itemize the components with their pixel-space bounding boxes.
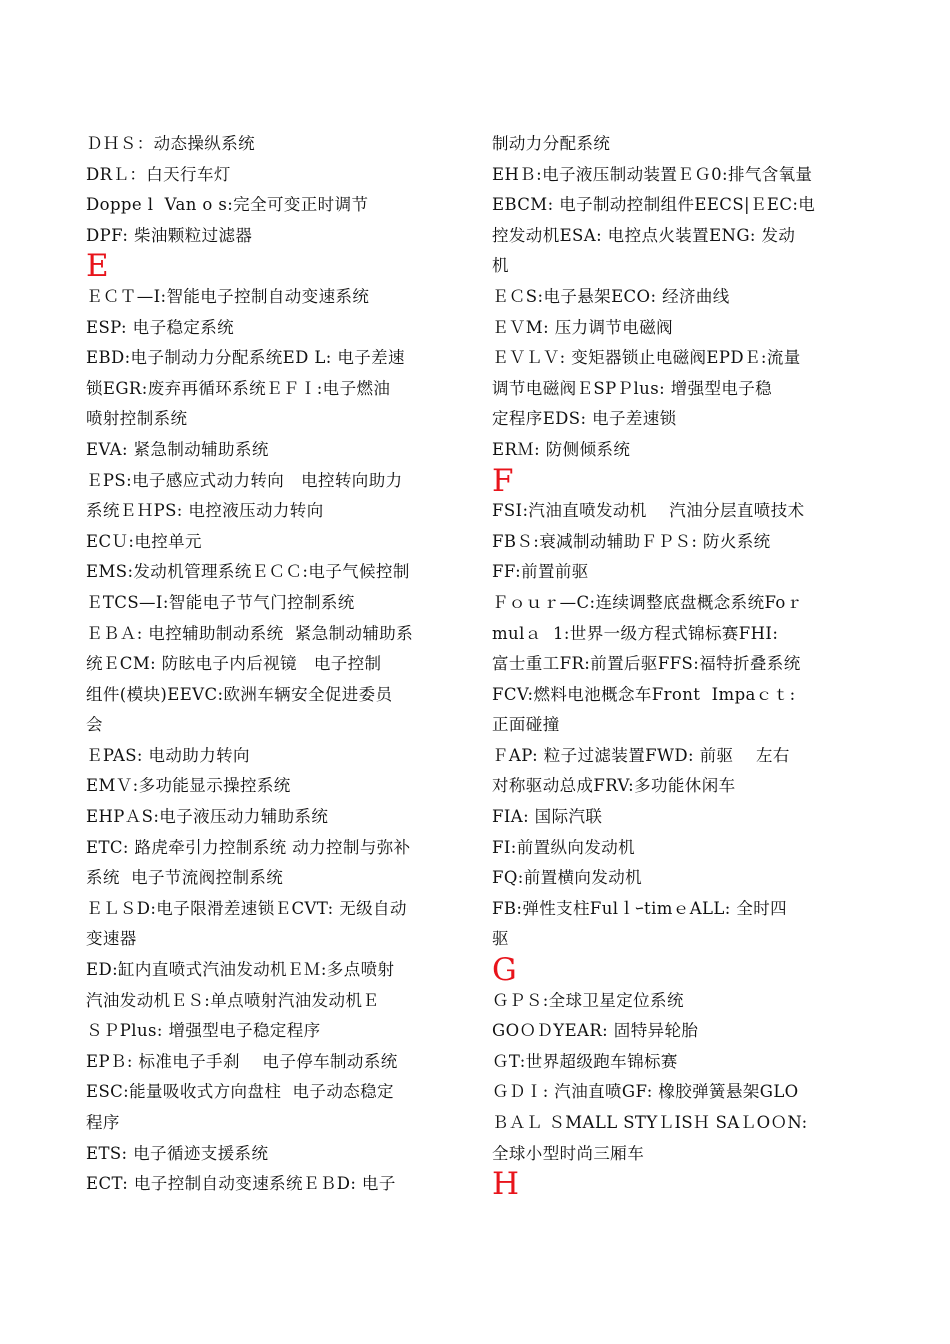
glossary-line: 驱 [492,929,509,949]
glossary-line: ＥＶM: 压力调节电磁阀 [492,317,673,337]
glossary-line: EVA: 紧急制动辅助系统 [86,439,269,459]
glossary-line: 程序 [86,1113,120,1132]
glossary-line: EMS:发动机管理系统ＥＣＣ:电子气候控制 [86,562,410,582]
glossary-line: 定程序EDS: 电子差速锁 [492,409,677,429]
glossary-line: ＧT:世界超级跑车锦标赛 [492,1051,678,1071]
glossary-line: ＧＤＩ: 汽油直喷GF: 橡胶弹簧悬架GLO [492,1082,799,1102]
glossary-line: FB:弹性支柱FulｌｰtimｅALL: 全时四 [492,898,788,918]
glossary-line: FQ:前置横向发动机 [492,868,643,888]
glossary-line: EHＢ:电子液压制动装置ＥＧ0:排气含氧量 [492,164,813,184]
glossary-line: ＥPAS: 电动助力转向 [86,745,250,765]
glossary-line: 喷射控制系统 [86,409,188,429]
glossary-line: ERＭ: 防侧倾系统 [492,439,631,459]
glossary-line: ECT: 电子控制自动变速系统ＥＢD: 电子 [86,1174,396,1194]
glossary-line: Doppe l Van o s:完全可变正时调节 [86,195,369,215]
glossary-line: 会 [86,715,103,735]
glossary-line: ECＵ:电控单元 [86,531,202,551]
glossary-line: DPF: 柴油颗粒过滤器 [86,225,253,245]
glossary-line: FIA: 国际汽联 [492,807,603,827]
glossary-line: DRＬ：白天行车灯 [86,164,231,184]
glossary-line: ＤＨＳ：动态操纵系统 [86,134,255,153]
glossary-line: ED:缸内直喷式汽油发动机ＥＭ:多点喷射 [86,960,395,980]
glossary-line: FI:前置纵向发动机 [492,837,636,857]
glossary-line: FCV:燃料电池概念车Front Impaｃｔ: [492,684,796,704]
glossary-line: 正面碰撞 [492,715,560,735]
glossary-line: EBCM: 电子制动控制组件EECS|ＥEC:电 [492,195,816,215]
glossary-line: 控发动机ESA: 电控点火装置ENG: 发动 [492,225,796,245]
glossary-line: 机 [492,256,509,276]
glossary-line: ＥＬＳD:电子限滑差速锁ＥCVT: 无级自动 [86,898,407,918]
glossary-line: 制动力分配系统 [492,134,611,153]
glossary-line: mulａ 1:世界一级方程式锦标赛FHI: [492,623,779,643]
glossary-line: ＦAP: 粒子过滤装置FWD: 前驱 左右 [492,745,790,765]
glossary-line: ＧＰＳ:全球卫星定位系统 [492,990,684,1010]
glossary-line: ETS: 电子循迹支援系统 [86,1143,269,1163]
glossary-line: 富士重工FR:前置后驱FFS:福特折叠系统 [492,654,801,674]
glossary-line: EMＶ:多功能显示操控系统 [86,776,291,796]
right-column [492,129,868,1203]
glossary-line: ＥＣＴ—I:智能电子控制自动变速系统 [86,286,370,306]
section-heading-f: F [492,462,514,499]
glossary-line: ETC: 路虎牵引力控制系统 动力控制与弥补 [86,837,411,857]
glossary-line: FBＳ:衰减制动辅助ＦＰＳ: 防火系统 [492,531,771,551]
glossary-line: ＥＣS:电子悬架ECO: 经济曲线 [492,286,730,306]
glossary-line: 汽油发动机ＥＳ:单点喷射汽油发动机Ｅ [86,990,380,1010]
section-heading-e: E [86,248,109,285]
glossary-line: EBD:电子制动力分配系统ED L: 电子差速 [86,348,405,368]
glossary-line: 调节电磁阀ＥSPＰlus: 增强型电子稳 [492,378,773,398]
glossary-line: 锁EGR:废弃再循环系统ＥＦＩ:电子燃油 [86,378,391,398]
glossary-line: ＥＢＡ: 电控辅助制动系统 紧急制动辅助系 [86,623,414,643]
glossary-line: ＥPS:电子感应式动力转向 电控转向助力 [86,470,403,490]
glossary-line: ESP: 电子稳定系统 [86,317,235,337]
glossary-line: 系统 电子节流阀控制系统 [86,868,284,888]
glossary-line: ＳＰPlus: 增强型电子稳定程序 [86,1021,321,1041]
glossary-line: 系统ＥＨPS: 电控液压动力转向 [86,501,324,521]
glossary-line: EPＢ: 标准电子手刹 电子停车制动系统 [86,1051,398,1071]
glossary-line: ESC:能量吸收式方向盘柱 电子动态稳定 [86,1082,394,1102]
glossary-line: ＥTCS—I:智能电子节气门控制系统 [86,592,355,612]
section-heading-h: H [492,1166,520,1203]
left-column [86,129,464,1200]
glossary-line: ＥＶＬＶ: 变矩器锁止电磁阀EPDＥ:流量 [492,348,801,368]
glossary-line: FSI:汽油直喷发动机 汽油分层直喷技术 [492,501,805,521]
glossary-line: 全球小型时尚三厢车 [492,1143,645,1163]
glossary-line: Ｆｏｕｒ—C:连续调整底盘概念系统Foｒ [492,592,803,612]
glossary-line: FF:前置前驱 [492,562,589,582]
glossary-line: GOＯＤYEAR: 固特异轮胎 [492,1021,699,1041]
section-heading-g: G [492,952,517,989]
glossary-line: 统ＥCM: 防眩电子内后视镜 电子控制 [86,654,382,674]
glossary-line: 对称驱动总成FRV:多功能休闲车 [492,776,736,796]
glossary-line: EHPＡS:电子液压动力辅助系统 [86,807,329,827]
glossary-line: 组件(模块)EEVC:欧洲车辆安全促进委员 [86,684,393,704]
glossary-line: 变速器 [86,929,137,949]
glossary-line: ＢＡＬ ＳMALL STYＬISＨ SAＬOＯN: [492,1113,808,1132]
